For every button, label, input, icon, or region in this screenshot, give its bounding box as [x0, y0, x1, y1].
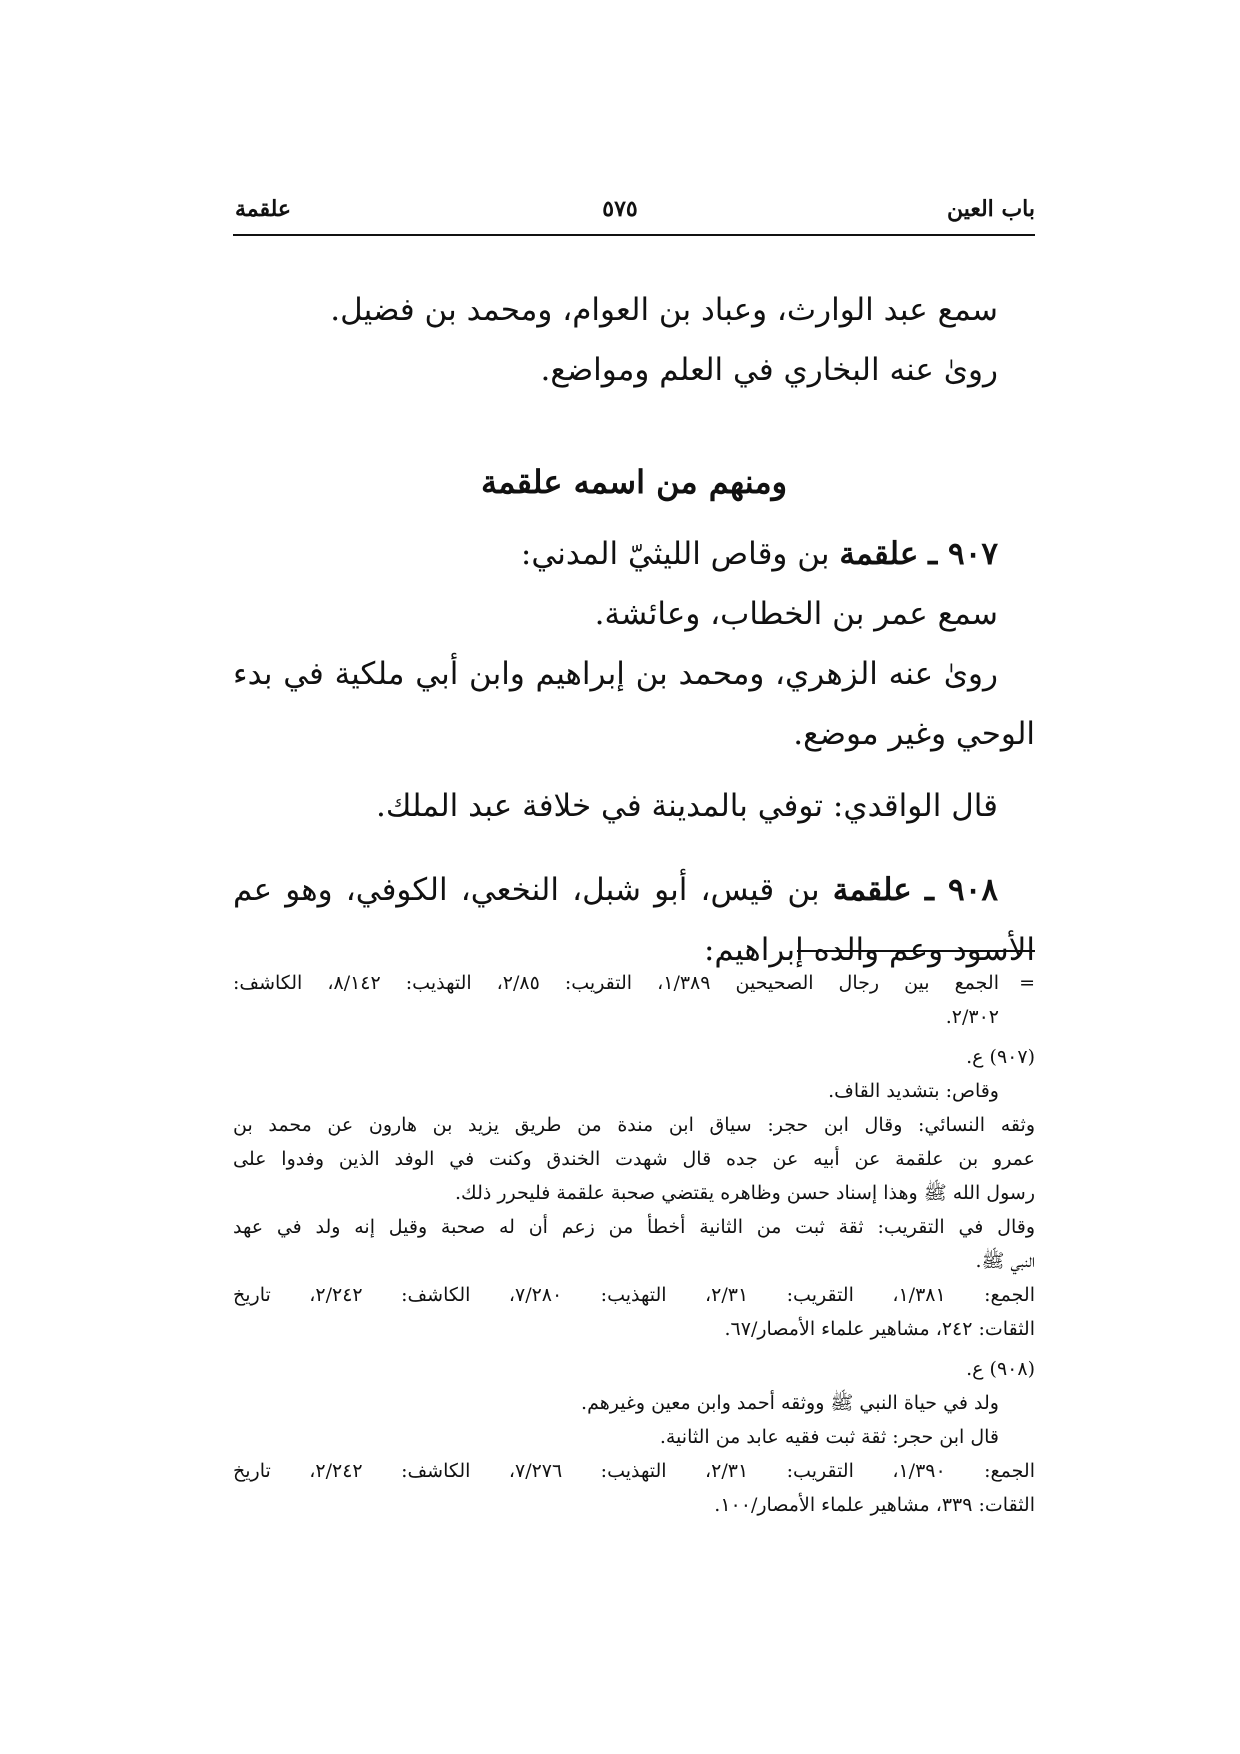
entry-name: علقمة	[839, 536, 919, 572]
entry-number: ٩٠٨ ـ	[924, 872, 998, 908]
text-line: الأسود وعم والده إبراهيم:	[703, 932, 1035, 968]
entry-name: علقمة	[832, 872, 912, 908]
footnote-line: الجمع: ١/٣٨١، التقريب: ٢/٣١، التهذيب: ٧/٢٨٠، الكاشف: ٢/٢٤٢، تاريخ	[233, 1284, 1035, 1306]
footnote-line: ولد في حياة النبي ﷺ ووثقه أحمد وابن معين وغيرهم.	[581, 1392, 999, 1414]
running-header-entry: علقمة	[235, 196, 292, 222]
footnote-line: رسول الله ﷺ وهذا إسناد حسن وظاهره يقتضي صحبة علقمة فليحرر ذلك.	[455, 1182, 1035, 1204]
running-header-chapter: باب العين	[946, 196, 1035, 222]
footnote-line: عمرو بن علقمة عن أبيه عن جده قال شهدت الخندق وكنت في الوفد الذين وفدوا على	[233, 1148, 1035, 1170]
text-line: روىٰ عنه الزهري، ومحمد بن إبراهيم وابن أبي ملكية في بدء	[233, 656, 998, 692]
footnote-line: =الجمع بين رجال الصحيحين ١/٣٨٩، التقريب: ٢/٨٥، التهذيب: ٨/١٤٢، الكاشف:	[233, 966, 1035, 1000]
header-rule	[233, 234, 1035, 236]
footnote-line: الثقات: ٢٤٢، مشاهير علماء الأمصار/٦٧.	[724, 1318, 1035, 1340]
main-text	[233, 280, 1035, 980]
entry-number: ٩٠٧ ـ	[928, 536, 998, 572]
text-line: الوحي وغير موضع.	[793, 716, 1035, 752]
text-line: روىٰ عنه البخاري في العلم ومواضع.	[540, 352, 998, 388]
footnote-line: الثقات: ٣٣٩، مشاهير علماء الأمصار/١٠٠.	[714, 1494, 1035, 1516]
footnote-line: قال ابن حجر: ثقة ثبت فقيه عابد من الثانية.	[659, 1426, 999, 1448]
footnote-line: النبي ﷺ.	[975, 1250, 1035, 1272]
footnote-line: الجمع: ١/٣٩٠، التقريب: ٢/٣١، التهذيب: ٧/٢٧٦، الكاشف: ٢/٢٤٢، تاريخ	[233, 1460, 1035, 1482]
footnote-line: وقال في التقريب: ثقة ثبت من الثانية أخطأ من زعم أن له صحبة وقيل إنه ولد في عهد	[233, 1216, 1035, 1238]
footnote-line: وثقه النسائي: وقال ابن حجر: سياق ابن مندة من طريق يزيد بن هارون عن محمد بن	[233, 1114, 1035, 1136]
page-number: ٥٧٥	[602, 196, 638, 222]
entry-title-rest: بن وقاص الليثيّ المدني:	[520, 536, 830, 572]
entry-908-title	[233, 860, 1035, 920]
continuation-marker: =	[1019, 972, 1035, 994]
footnotes	[233, 966, 1035, 1522]
footnote-rule	[797, 950, 1035, 952]
entry-907-title	[233, 524, 1035, 584]
entry-title-rest: بن قيس، أبو شبل، النخعي، الكوفي، وهو عم	[233, 872, 820, 908]
footnote-line: وقاص: بتشديد القاف.	[828, 1080, 999, 1102]
text-line: سمع عمر بن الخطاب، وعائشة.	[594, 596, 998, 632]
text-line: قال الواقدي: توفي بالمدينة في خلافة عبد الملك.	[376, 788, 998, 824]
text-line: سمع عبد الوارث، وعباد بن العوام، ومحمد بن فضيل.	[330, 292, 998, 328]
footnote-label: (٩٠٧) ع.	[966, 1046, 1035, 1068]
footnote-label: (٩٠٨) ع.	[966, 1358, 1035, 1380]
footnote-line: ٢/٣٠٢.	[945, 1006, 999, 1028]
section-heading: ومنهم من اسمه علقمة	[480, 463, 788, 501]
